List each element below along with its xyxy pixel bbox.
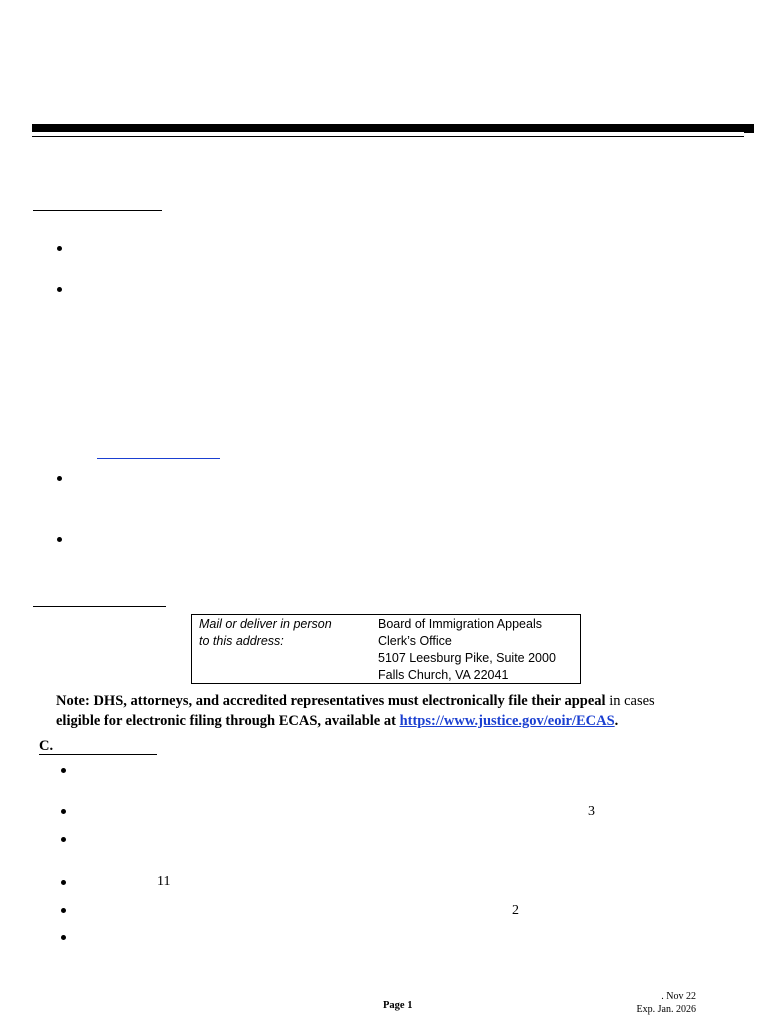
address-label-line: to this address: bbox=[199, 634, 284, 648]
section-c-underline bbox=[39, 754, 157, 755]
number-label: 11 bbox=[157, 874, 171, 889]
bullet bbox=[57, 476, 62, 481]
address-label-line: Mail or deliver in person bbox=[199, 617, 332, 631]
expiration-date: Exp. Jan. 2026 bbox=[636, 1004, 696, 1015]
bullet bbox=[61, 880, 66, 885]
bullet bbox=[57, 246, 62, 251]
address-line: Clerk’s Office bbox=[378, 634, 452, 648]
section-c-label: C. bbox=[39, 738, 54, 754]
address-line: Board of Immigration Appeals bbox=[378, 617, 542, 631]
header-rule-cap bbox=[744, 124, 754, 133]
address-box-value bbox=[378, 616, 578, 684]
bullet bbox=[61, 935, 66, 940]
hyperlink-underline[interactable] bbox=[97, 458, 220, 459]
bullet bbox=[61, 809, 66, 814]
bullet bbox=[57, 537, 62, 542]
note-bold-text: Note: DHS, attorneys, and accredited representatives must electronically file their appeal bbox=[56, 693, 606, 709]
address-box-label bbox=[199, 616, 359, 650]
revision-date: . Nov 22 bbox=[661, 991, 696, 1002]
note-end: . bbox=[614, 713, 619, 729]
note-normal-text: in cases bbox=[605, 693, 655, 709]
electronic-filing-note bbox=[56, 691, 736, 731]
mailing-address-box bbox=[191, 614, 581, 684]
ecas-link[interactable]: https://www.justice.gov/eoir/ECAS bbox=[399, 713, 615, 729]
revision-info bbox=[628, 990, 696, 1016]
bullet bbox=[61, 837, 66, 842]
header-rule-thin bbox=[32, 136, 744, 137]
number-label: 2 bbox=[512, 903, 519, 918]
bullet bbox=[61, 768, 66, 773]
note-bold-text-2: eligible for electronic filing through ECAS, available at bbox=[56, 713, 400, 729]
section-b-underline bbox=[33, 606, 166, 607]
number-label: 3 bbox=[588, 804, 595, 819]
address-line: Falls Church, VA 22041 bbox=[378, 668, 509, 682]
bullet bbox=[57, 287, 62, 292]
header-rule-thick bbox=[32, 124, 752, 132]
page-number: Page 1 bbox=[383, 1000, 413, 1011]
section-a-underline bbox=[33, 210, 162, 211]
address-line: 5107 Leesburg Pike, Suite 2000 bbox=[378, 651, 556, 665]
bullet bbox=[61, 908, 66, 913]
